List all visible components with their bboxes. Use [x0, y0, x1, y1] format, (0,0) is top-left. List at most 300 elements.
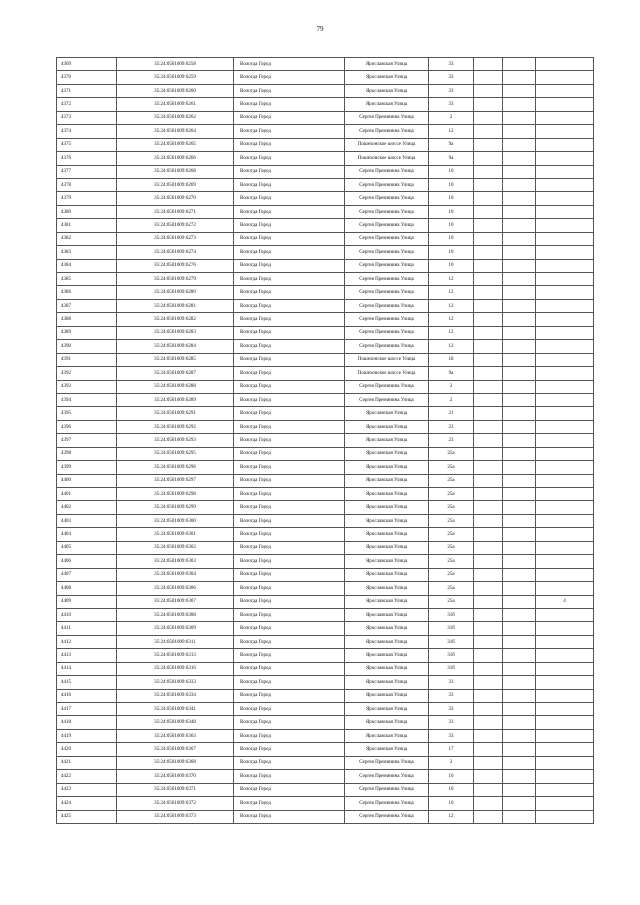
cadastral-number-cell: 35:24:0501009:6292 — [117, 420, 234, 433]
settlement-cell: Вологда Город — [234, 219, 345, 232]
settlement-cell: Вологда Город — [234, 810, 345, 823]
extra-cell-1 — [474, 622, 503, 635]
apartment-cell — [536, 125, 594, 138]
cadastral-number-cell: 35:24:0501009:6258 — [117, 58, 234, 71]
cadastral-number-cell: 35:24:0501009:6272 — [117, 219, 234, 232]
extra-cell-2 — [503, 353, 536, 366]
extra-cell-2 — [503, 326, 536, 339]
apartment-cell — [536, 447, 594, 460]
street-cell: Ярославская Улица — [345, 582, 429, 595]
row-number-cell: 4377 — [57, 165, 117, 178]
street-cell: Сергея Преминина Улица — [345, 313, 429, 326]
house-number-cell: 33 — [429, 84, 474, 97]
table-row — [57, 582, 594, 595]
extra-cell-2 — [503, 595, 536, 608]
apartment-cell — [536, 340, 594, 353]
cadastral-number-cell: 35:24:0501009:6291 — [117, 407, 234, 420]
extra-cell-2 — [503, 635, 536, 648]
table-row — [57, 367, 594, 380]
extra-cell-1 — [474, 353, 503, 366]
extra-cell-2 — [503, 232, 536, 245]
cadastral-number-cell: 35:24:0501009:6279 — [117, 273, 234, 286]
apartment-cell — [536, 205, 594, 218]
settlement-cell: Вологда Город — [234, 501, 345, 514]
settlement-cell: Вологда Город — [234, 582, 345, 595]
table-row — [57, 541, 594, 554]
house-number-cell: 25а — [429, 501, 474, 514]
settlement-cell: Вологда Город — [234, 447, 345, 460]
extra-cell-2 — [503, 367, 536, 380]
row-number-cell: 4410 — [57, 608, 117, 621]
table-row — [57, 353, 594, 366]
cadastral-number-cell: 35:24:0501009:6260 — [117, 84, 234, 97]
house-number-cell: 17 — [429, 743, 474, 756]
row-number-cell: 4394 — [57, 393, 117, 406]
table-row — [57, 488, 594, 501]
page-number: 79 — [316, 25, 324, 33]
settlement-cell: Вологда Город — [234, 474, 345, 487]
extra-cell-1 — [474, 608, 503, 621]
street-cell: Ярославская Улица — [345, 447, 429, 460]
house-number-cell: 33 — [429, 689, 474, 702]
cadastral-number-cell: 35:24:0501009:6288 — [117, 380, 234, 393]
apartment-cell — [536, 676, 594, 689]
house-number-cell: 10 — [429, 259, 474, 272]
house-number-cell: 25а — [429, 541, 474, 554]
apartment-cell — [536, 635, 594, 648]
table-row — [57, 340, 594, 353]
extra-cell-1 — [474, 393, 503, 406]
house-number-cell: 31б — [429, 622, 474, 635]
row-number-cell: 4401 — [57, 488, 117, 501]
settlement-cell: Вологда Город — [234, 555, 345, 568]
settlement-cell: Вологда Город — [234, 662, 345, 675]
table-row — [57, 58, 594, 71]
cadastral-number-cell: 35:24:0501009:6264 — [117, 125, 234, 138]
house-number-cell: 31б — [429, 635, 474, 648]
settlement-cell: Вологда Город — [234, 58, 345, 71]
extra-cell-2 — [503, 474, 536, 487]
extra-cell-1 — [474, 649, 503, 662]
street-cell: Ярославская Улица — [345, 514, 429, 527]
row-number-cell: 4391 — [57, 353, 117, 366]
table-row — [57, 111, 594, 124]
apartment-cell — [536, 729, 594, 742]
extra-cell-1 — [474, 125, 503, 138]
row-number-cell: 4390 — [57, 340, 117, 353]
street-cell: Пошехонское шоссе Улица — [345, 152, 429, 165]
cadastral-number-cell: 35:24:0501009:6270 — [117, 192, 234, 205]
street-cell: Сергея Преминина Улица — [345, 273, 429, 286]
house-number-cell: 33 — [429, 676, 474, 689]
extra-cell-2 — [503, 205, 536, 218]
cadastral-number-cell: 35:24:0501009:6304 — [117, 568, 234, 581]
street-cell: Сергея Преминина Улица — [345, 299, 429, 312]
street-cell: Ярославская Улица — [345, 555, 429, 568]
house-number-cell: 10 — [429, 246, 474, 259]
extra-cell-2 — [503, 541, 536, 554]
settlement-cell: Вологда Город — [234, 192, 345, 205]
table-row — [57, 434, 594, 447]
house-number-cell: 25а — [429, 514, 474, 527]
row-number-cell: 4376 — [57, 152, 117, 165]
extra-cell-1 — [474, 555, 503, 568]
apartment-cell — [536, 689, 594, 702]
row-number-cell: 4413 — [57, 649, 117, 662]
apartment-cell — [536, 353, 594, 366]
table-row — [57, 770, 594, 783]
row-number-cell: 4378 — [57, 178, 117, 191]
house-number-cell: 25а — [429, 474, 474, 487]
house-number-cell: 31б — [429, 649, 474, 662]
table-row — [57, 407, 594, 420]
row-number-cell: 4420 — [57, 743, 117, 756]
street-cell: Сергея Преминина Улица — [345, 810, 429, 823]
cadastral-number-cell: 35:24:0501009:6284 — [117, 340, 234, 353]
table-row — [57, 219, 594, 232]
house-number-cell: 2 — [429, 756, 474, 769]
extra-cell-2 — [503, 555, 536, 568]
house-number-cell: 25а — [429, 595, 474, 608]
apartment-cell — [536, 273, 594, 286]
extra-cell-1 — [474, 58, 503, 71]
apartment-cell — [536, 165, 594, 178]
row-number-cell: 4422 — [57, 770, 117, 783]
table-row — [57, 246, 594, 259]
settlement-cell: Вологда Город — [234, 568, 345, 581]
table-row — [57, 474, 594, 487]
extra-cell-1 — [474, 528, 503, 541]
settlement-cell: Вологда Город — [234, 649, 345, 662]
cadastral-number-cell: 35:24:0501009:6307 — [117, 595, 234, 608]
street-cell: Сергея Преминина Улица — [345, 232, 429, 245]
cadastral-number-cell: 35:24:0501009:6300 — [117, 514, 234, 527]
registry-table — [56, 57, 594, 824]
row-number-cell: 4379 — [57, 192, 117, 205]
street-cell: Ярославская Улица — [345, 716, 429, 729]
extra-cell-1 — [474, 71, 503, 84]
settlement-cell: Вологда Город — [234, 595, 345, 608]
cadastral-number-cell: 35:24:0501009:6308 — [117, 608, 234, 621]
cadastral-number-cell: 35:24:0501009:6299 — [117, 501, 234, 514]
extra-cell-2 — [503, 407, 536, 420]
extra-cell-1 — [474, 407, 503, 420]
row-number-cell: 4421 — [57, 756, 117, 769]
apartment-cell — [536, 71, 594, 84]
extra-cell-1 — [474, 313, 503, 326]
table-row — [57, 461, 594, 474]
apartment-cell — [536, 716, 594, 729]
extra-cell-1 — [474, 662, 503, 675]
house-number-cell: 25а — [429, 568, 474, 581]
row-number-cell: 4414 — [57, 662, 117, 675]
house-number-cell: 25а — [429, 582, 474, 595]
row-number-cell: 4416 — [57, 689, 117, 702]
street-cell: Сергея Преминина Улица — [345, 111, 429, 124]
street-cell: Сергея Преминина Улица — [345, 205, 429, 218]
cadastral-number-cell: 35:24:0501009:6297 — [117, 474, 234, 487]
extra-cell-2 — [503, 447, 536, 460]
cadastral-number-cell: 35:24:0501009:6367 — [117, 743, 234, 756]
house-number-cell: 10 — [429, 770, 474, 783]
street-cell: Ярославская Улица — [345, 649, 429, 662]
cadastral-number-cell: 35:24:0501009:6363 — [117, 729, 234, 742]
extra-cell-2 — [503, 84, 536, 97]
row-number-cell: 4389 — [57, 326, 117, 339]
extra-cell-2 — [503, 662, 536, 675]
table-row — [57, 555, 594, 568]
cadastral-number-cell: 35:24:0501009:6281 — [117, 299, 234, 312]
street-cell: Ярославская Улица — [345, 595, 429, 608]
settlement-cell: Вологда Город — [234, 716, 345, 729]
cadastral-number-cell: 35:24:0501009:6368 — [117, 756, 234, 769]
cadastral-number-cell: 35:24:0501009:6298 — [117, 488, 234, 501]
table-row — [57, 703, 594, 716]
cadastral-number-cell: 35:24:0501009:6259 — [117, 71, 234, 84]
apartment-cell — [536, 259, 594, 272]
street-cell: Ярославская Улица — [345, 84, 429, 97]
cadastral-number-cell: 35:24:0501009:6271 — [117, 205, 234, 218]
settlement-cell: Вологда Город — [234, 299, 345, 312]
settlement-cell: Вологда Город — [234, 178, 345, 191]
extra-cell-2 — [503, 716, 536, 729]
row-number-cell: 4411 — [57, 622, 117, 635]
settlement-cell: Вологда Город — [234, 514, 345, 527]
settlement-cell: Вологда Город — [234, 743, 345, 756]
extra-cell-1 — [474, 152, 503, 165]
cadastral-number-cell: 35:24:0501009:6313 — [117, 649, 234, 662]
row-number-cell: 4425 — [57, 810, 117, 823]
row-number-cell: 4409 — [57, 595, 117, 608]
apartment-cell — [536, 58, 594, 71]
house-number-cell: 33 — [429, 71, 474, 84]
table-row — [57, 286, 594, 299]
extra-cell-2 — [503, 528, 536, 541]
extra-cell-1 — [474, 501, 503, 514]
cadastral-number-cell: 35:24:0501009:6274 — [117, 246, 234, 259]
street-cell: Сергея Преминина Улица — [345, 219, 429, 232]
house-number-cell: 12 — [429, 286, 474, 299]
cadastral-number-cell: 35:24:0501009:6276 — [117, 259, 234, 272]
settlement-cell: Вологда Город — [234, 340, 345, 353]
house-number-cell: 25а — [429, 488, 474, 501]
house-number-cell: 10 — [429, 783, 474, 796]
table-row — [57, 729, 594, 742]
settlement-cell: Вологда Город — [234, 353, 345, 366]
table-row — [57, 528, 594, 541]
settlement-cell: Вологда Город — [234, 676, 345, 689]
street-cell: Сергея Преминина Улица — [345, 259, 429, 272]
settlement-cell: Вологда Город — [234, 622, 345, 635]
row-number-cell: 4375 — [57, 138, 117, 151]
apartment-cell — [536, 420, 594, 433]
row-number-cell: 4398 — [57, 447, 117, 460]
street-cell: Ярославская Улица — [345, 608, 429, 621]
row-number-cell: 4392 — [57, 367, 117, 380]
extra-cell-2 — [503, 649, 536, 662]
apartment-cell — [536, 662, 594, 675]
apartment-cell — [536, 152, 594, 165]
apartment-cell — [536, 434, 594, 447]
apartment-cell — [536, 568, 594, 581]
street-cell: Ярославская Улица — [345, 420, 429, 433]
house-number-cell: 31б — [429, 662, 474, 675]
table-row — [57, 165, 594, 178]
row-number-cell: 4405 — [57, 541, 117, 554]
table-row — [57, 689, 594, 702]
row-number-cell: 4423 — [57, 783, 117, 796]
table-row — [57, 662, 594, 675]
table-row — [57, 743, 594, 756]
house-number-cell: 23 — [429, 434, 474, 447]
extra-cell-2 — [503, 488, 536, 501]
table-row — [57, 420, 594, 433]
cadastral-number-cell: 35:24:0501009:6273 — [117, 232, 234, 245]
house-number-cell: 10 — [429, 219, 474, 232]
table-row — [57, 192, 594, 205]
street-cell: Ярославская Улица — [345, 501, 429, 514]
apartment-cell — [536, 111, 594, 124]
row-number-cell: 4396 — [57, 420, 117, 433]
extra-cell-2 — [503, 743, 536, 756]
extra-cell-2 — [503, 246, 536, 259]
apartment-cell — [536, 326, 594, 339]
row-number-cell: 4393 — [57, 380, 117, 393]
apartment-cell — [536, 313, 594, 326]
extra-cell-1 — [474, 797, 503, 810]
extra-cell-1 — [474, 514, 503, 527]
row-number-cell: 4418 — [57, 716, 117, 729]
table-row — [57, 783, 594, 796]
street-cell: Сергея Преминина Улица — [345, 393, 429, 406]
table-row — [57, 595, 594, 608]
cadastral-number-cell: 35:24:0501009:6341 — [117, 703, 234, 716]
extra-cell-2 — [503, 703, 536, 716]
table-row — [57, 568, 594, 581]
cadastral-number-cell: 35:24:0501009:6266 — [117, 152, 234, 165]
extra-cell-1 — [474, 111, 503, 124]
street-cell: Ярославская Улица — [345, 474, 429, 487]
apartment-cell — [536, 582, 594, 595]
house-number-cell: 12 — [429, 313, 474, 326]
apartment-cell — [536, 703, 594, 716]
table-row — [57, 84, 594, 97]
extra-cell-1 — [474, 165, 503, 178]
extra-cell-2 — [503, 420, 536, 433]
extra-cell-1 — [474, 98, 503, 111]
apartment-cell — [536, 501, 594, 514]
row-number-cell: 4369 — [57, 58, 117, 71]
apartment-cell — [536, 756, 594, 769]
street-cell: Сергея Преминина Улица — [345, 246, 429, 259]
extra-cell-2 — [503, 125, 536, 138]
apartment-cell — [536, 474, 594, 487]
row-number-cell: 4372 — [57, 98, 117, 111]
house-number-cell: 10 — [429, 205, 474, 218]
cadastral-number-cell: 35:24:0501009:6268 — [117, 165, 234, 178]
registry-body — [57, 58, 594, 824]
settlement-cell: Вологда Город — [234, 380, 345, 393]
extra-cell-1 — [474, 461, 503, 474]
street-cell: Сергея Преминина Улица — [345, 770, 429, 783]
settlement-cell: Вологда Город — [234, 313, 345, 326]
street-cell: Ярославская Улица — [345, 488, 429, 501]
house-number-cell: 21 — [429, 407, 474, 420]
settlement-cell: Вологда Город — [234, 420, 345, 433]
settlement-cell: Вологда Город — [234, 488, 345, 501]
extra-cell-2 — [503, 58, 536, 71]
apartment-cell — [536, 622, 594, 635]
settlement-cell: Вологда Город — [234, 461, 345, 474]
apartment-cell — [536, 393, 594, 406]
apartment-cell — [536, 541, 594, 554]
extra-cell-1 — [474, 783, 503, 796]
row-number-cell: 4371 — [57, 84, 117, 97]
extra-cell-1 — [474, 232, 503, 245]
table-row — [57, 756, 594, 769]
row-number-cell: 4404 — [57, 528, 117, 541]
cadastral-number-cell: 35:24:0501009:6261 — [117, 98, 234, 111]
extra-cell-2 — [503, 98, 536, 111]
cadastral-number-cell: 35:24:0501009:6316 — [117, 662, 234, 675]
settlement-cell: Вологда Город — [234, 165, 345, 178]
house-number-cell: 10 — [429, 178, 474, 191]
apartment-cell — [536, 84, 594, 97]
cadastral-number-cell: 35:24:0501009:6371 — [117, 783, 234, 796]
settlement-cell: Вологда Город — [234, 138, 345, 151]
street-cell: Сергея Преминина Улица — [345, 165, 429, 178]
extra-cell-1 — [474, 367, 503, 380]
settlement-cell: Вологда Город — [234, 259, 345, 272]
apartment-cell — [536, 608, 594, 621]
cadastral-number-cell: 35:24:0501009:6289 — [117, 393, 234, 406]
cadastral-number-cell: 35:24:0501009:6302 — [117, 541, 234, 554]
apartment-cell — [536, 178, 594, 191]
row-number-cell: 4381 — [57, 219, 117, 232]
street-cell: Сергея Преминина Улица — [345, 380, 429, 393]
street-cell: Ярославская Улица — [345, 528, 429, 541]
extra-cell-2 — [503, 810, 536, 823]
apartment-cell: 4 — [536, 595, 594, 608]
settlement-cell: Вологда Город — [234, 367, 345, 380]
street-cell: Ярославская Улица — [345, 71, 429, 84]
extra-cell-1 — [474, 138, 503, 151]
cadastral-number-cell: 35:24:0501009:6280 — [117, 286, 234, 299]
extra-cell-2 — [503, 729, 536, 742]
row-number-cell: 4397 — [57, 434, 117, 447]
extra-cell-2 — [503, 689, 536, 702]
settlement-cell: Вологда Город — [234, 393, 345, 406]
street-cell: Ярославская Улица — [345, 58, 429, 71]
cadastral-number-cell: 35:24:0501009:6265 — [117, 138, 234, 151]
apartment-cell — [536, 367, 594, 380]
extra-cell-2 — [503, 756, 536, 769]
street-cell: Ярославская Улица — [345, 622, 429, 635]
house-number-cell: 31б — [429, 608, 474, 621]
extra-cell-1 — [474, 568, 503, 581]
extra-cell-2 — [503, 192, 536, 205]
cadastral-number-cell: 35:24:0501009:6287 — [117, 367, 234, 380]
cadastral-number-cell: 35:24:0501009:6295 — [117, 447, 234, 460]
extra-cell-1 — [474, 488, 503, 501]
house-number-cell: 33 — [429, 716, 474, 729]
street-cell: Сергея Преминина Улица — [345, 192, 429, 205]
table-row — [57, 205, 594, 218]
extra-cell-1 — [474, 380, 503, 393]
house-number-cell: 10 — [429, 232, 474, 245]
extra-cell-1 — [474, 729, 503, 742]
extra-cell-2 — [503, 501, 536, 514]
